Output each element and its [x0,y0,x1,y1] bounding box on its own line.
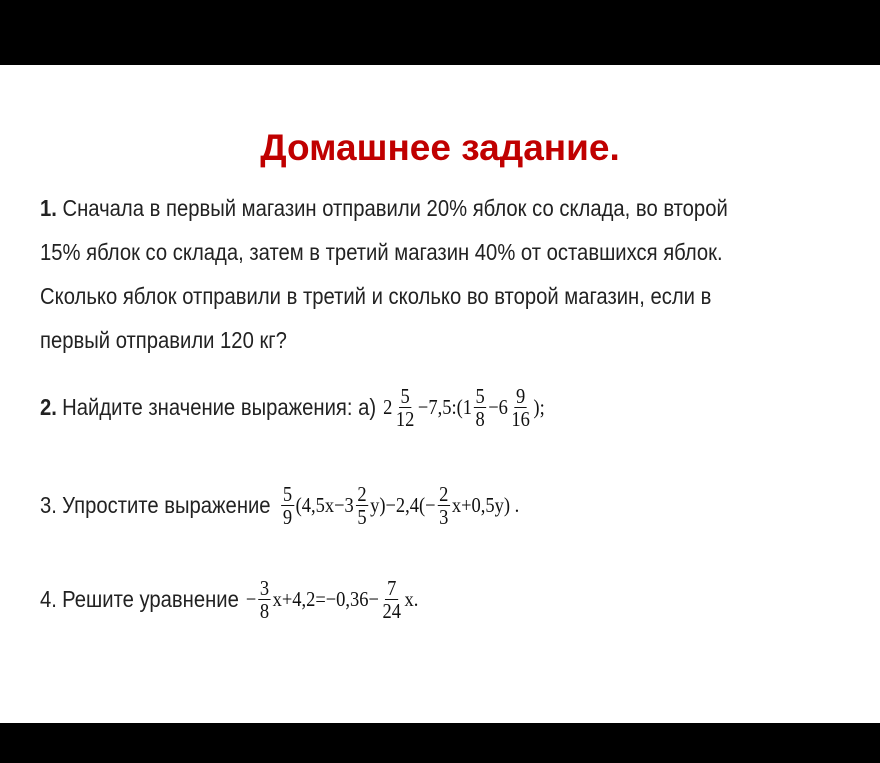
task4-number: 4. [40,586,57,613]
numerator: 2 [439,482,449,506]
task4-text: Решите уравнение [62,586,239,613]
expr-term: x+4,2=−0,36− [272,587,379,612]
denominator: 8 [259,599,270,624]
expr-term: (4,5x−3 [295,493,354,518]
fraction [510,385,532,430]
task2-text: Найдите значение выражения: а) [62,394,377,421]
fraction [258,577,271,622]
expr-term: 2 [383,395,393,420]
numerator: 9 [516,384,526,408]
fraction [394,385,416,430]
task1-line-3: Сколько яблок отправили в третий и сколько во второй магазин, если в [40,283,712,309]
task2 [40,385,545,430]
expr-term: −6 [488,395,508,420]
slide [0,65,880,723]
numerator: 7 [387,576,397,600]
fraction [474,385,487,430]
numerator: 2 [357,482,367,506]
task3 [40,483,519,528]
denominator: 5 [357,505,367,530]
denominator: 9 [282,505,293,530]
fraction [281,483,294,528]
task4-expression [246,577,418,622]
task2-number: 2. [40,394,57,421]
task4 [40,577,418,622]
task3-number: 3. [40,492,57,519]
task1-line-1 [40,195,728,222]
fraction [437,483,450,528]
denominator: 24 [382,599,401,624]
expr-term: ); [533,395,545,420]
task1-line-2: 15% яблок со склада, затем в третий магазин 40% от оставшихся яблок. [40,239,723,265]
denominator: 16 [511,407,530,432]
task1-number: 1. [40,195,57,221]
numerator: 5 [400,384,410,408]
task3-text: Упростите выражение [62,492,271,519]
task3-expression [279,483,519,528]
expr-term: y)−2,4(− [370,493,436,518]
denominator: 3 [439,505,449,530]
expr-term: x. [404,587,419,612]
task1-line-4: первый отправили 120 кг? [40,327,287,353]
fraction [356,483,369,528]
fraction [381,577,403,622]
expr-term: − [245,587,257,612]
numerator: 3 [259,576,270,600]
denominator: 12 [395,407,415,432]
slide-title: Домашнее задание. [260,127,620,168]
numerator: 5 [475,384,485,408]
expr-term: x+0,5y) . [451,493,520,518]
numerator: 5 [282,482,293,506]
task2-expression [383,385,545,430]
task1-text-1: Сначала в первый магазин отправили 20% яблок со склада, во второй [62,195,728,221]
denominator: 8 [475,407,485,432]
expr-term: −7,5:(1 [417,395,472,420]
